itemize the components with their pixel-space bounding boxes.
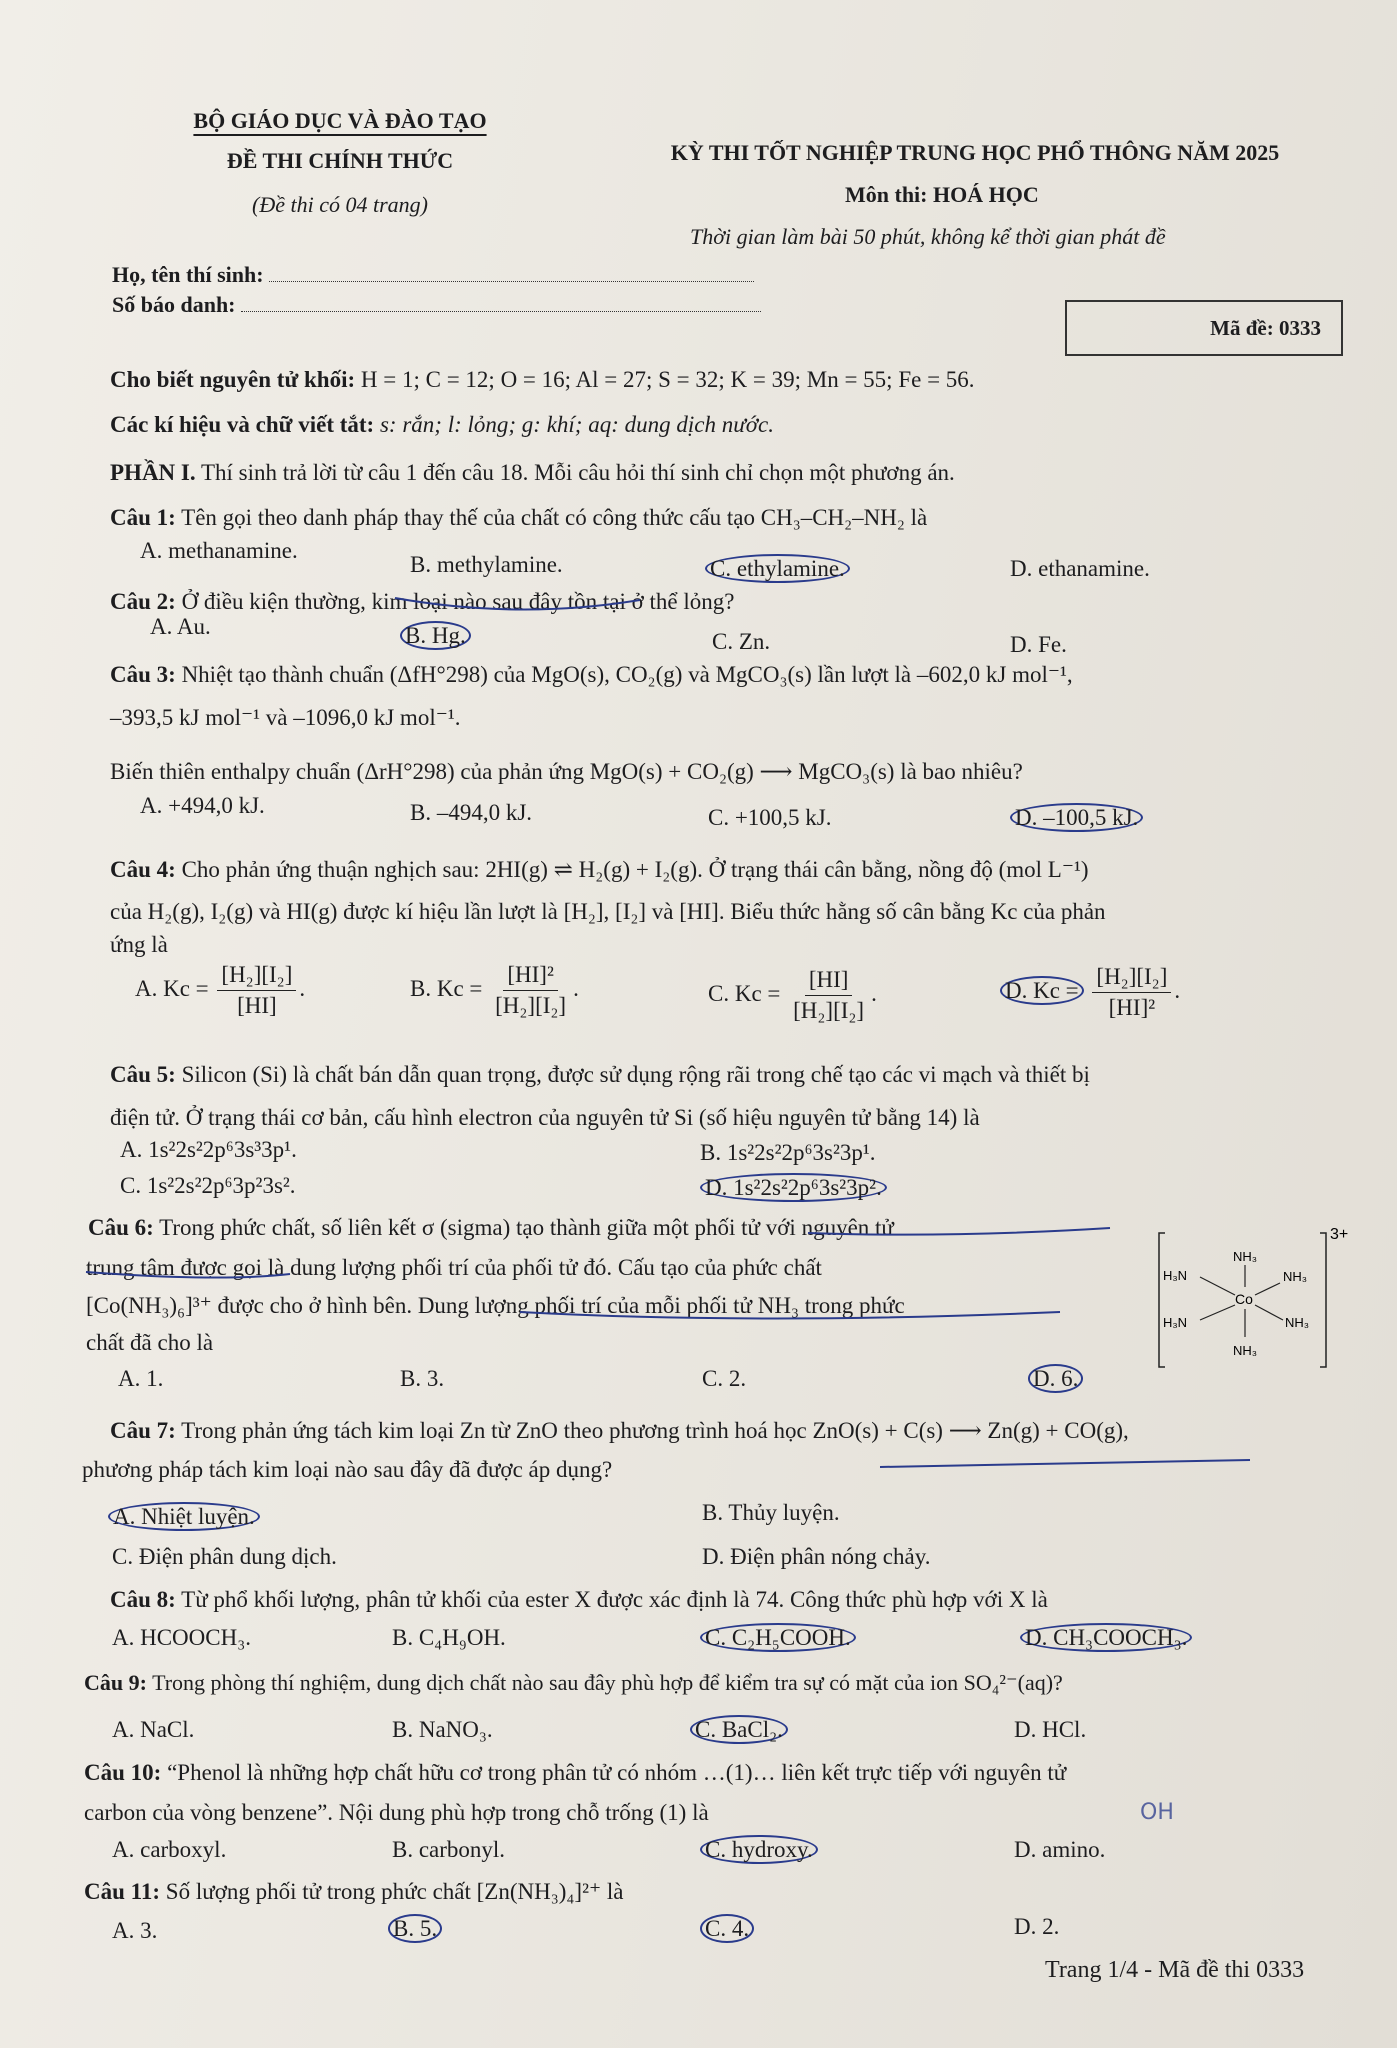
id-field[interactable] xyxy=(241,293,761,312)
q7-label: Câu 7: xyxy=(110,1418,176,1443)
q4-d-denominator: [HI]² xyxy=(1108,995,1156,1020)
q4-option-a[interactable]: A. Kc = $\frac{\text{[H₂][I₂]}}{[HI]}$ . xyxy=(135,960,305,1021)
q6-text-1: Trong phức chất, số liên kết σ (sigma) tạo thành giữa một phối tử với nguyên tử xyxy=(159,1215,894,1240)
page-footer: Trang 1/4 - Mã đề thi 0333 xyxy=(1045,1957,1305,1983)
q9-option-d[interactable]: D. HCl. xyxy=(1014,1717,1087,1742)
exam-code-box: Mã đề: 0333 xyxy=(1065,300,1343,356)
atomic-mass-line xyxy=(110,365,1360,395)
q5-stem-2: điện tử. Ở trạng thái cơ bản, cấu hình electron của nguyên tử Si (số hiệu nguyên tử bằng 14) là xyxy=(110,1105,980,1130)
q3-stem-1 xyxy=(110,660,1360,690)
q3-stem-3: Biến thiên enthalpy chuẩn (ΔrH°298) của phản ứng MgO(s) + CO₂(g) ⟶ MgCO₃(s) là bao nhiêu? xyxy=(110,759,1023,784)
q7-text-1: Trong phản ứng tách kim loại Zn từ ZnO theo phương trình hoá học ZnO(s) + C(s) ⟶ Zn(g) + CO(g), xyxy=(181,1418,1129,1443)
q3-option-b[interactable]: B. –494,0 kJ. xyxy=(410,800,533,825)
official-label: ĐỀ THI CHÍNH THỨC xyxy=(226,148,454,173)
q6-option-d[interactable] xyxy=(1028,1366,1083,1392)
q10-option-a[interactable]: A. carboxyl. xyxy=(112,1837,227,1862)
q2-stem xyxy=(110,587,1360,617)
part-label: PHẦN I. xyxy=(110,460,196,485)
q3-label: Câu 3: xyxy=(110,662,176,687)
q6-option-d-text: D. 6. xyxy=(1028,1364,1083,1393)
q7-option-a[interactable] xyxy=(108,1504,260,1530)
q4-c-fraction xyxy=(789,965,868,1026)
q9-label: Câu 9: xyxy=(84,1670,147,1695)
q9-stem xyxy=(84,1668,1334,1698)
q4-a-prefix: A. Kc = xyxy=(135,975,209,1001)
ministry: BỘ GIÁO DỤC VÀ ĐÀO TẠO xyxy=(193,108,487,133)
q6-stem-4: chất đã cho là xyxy=(86,1330,214,1355)
q4-c-prefix: C. Kc = xyxy=(708,980,781,1006)
q8-option-d[interactable] xyxy=(1020,1625,1192,1651)
right-bracket xyxy=(1320,1233,1326,1367)
q1-option-c-text: C. ethylamine. xyxy=(705,554,850,583)
q11-option-a[interactable]: A. 3. xyxy=(112,1918,158,1943)
q8-label: Câu 8: xyxy=(110,1587,176,1612)
q10-option-c[interactable] xyxy=(700,1837,818,1863)
q4-d-prefix: D. Kc = xyxy=(1000,976,1084,1005)
q4-b-denominator: [H₂][I₂] xyxy=(495,993,567,1018)
q3-option-c[interactable]: C. +100,5 kJ. xyxy=(708,805,832,830)
q8-option-c[interactable] xyxy=(700,1625,856,1651)
q4-b-prefix: B. Kc = xyxy=(410,975,483,1001)
q4-a-fraction xyxy=(217,960,296,1021)
q7-option-c[interactable]: C. Điện phân dung dịch. xyxy=(112,1544,337,1569)
symbols-line xyxy=(110,410,1360,440)
header-left xyxy=(140,108,540,230)
q7-option-a-text: A. Nhiệt luyện. xyxy=(108,1502,260,1531)
q10-label: Câu 10: xyxy=(84,1760,162,1785)
q4-stem-3: ứng là xyxy=(110,932,168,957)
q11-text: Số lượng phối tử trong phức chất [Zn(NH₃)₄]²⁺ là xyxy=(165,1879,624,1904)
atomic-label: Cho biết nguyên tử khối: xyxy=(110,367,356,392)
q6-stem-1 xyxy=(88,1215,894,1241)
q1-label: Câu 1: xyxy=(110,505,176,530)
q10-option-c-text: C. hydroxy. xyxy=(700,1835,818,1864)
q11-option-c-text: C. 4. xyxy=(700,1914,754,1943)
q4-option-d[interactable]: D. Kc = $\frac{\text{[H₂][I₂]}}{\text{[HI]²}}$ . xyxy=(1000,962,1180,1023)
q2-label: Câu 2: xyxy=(110,589,176,614)
q11-option-b-text: B. 5. xyxy=(388,1914,442,1943)
q4-stem-1 xyxy=(110,855,1360,885)
subject: Môn thi: HOÁ HỌC xyxy=(845,182,1039,207)
q4-label: Câu 4: xyxy=(110,857,176,882)
central-atom: Co xyxy=(1235,1291,1253,1307)
q2-option-c[interactable]: C. Zn. xyxy=(712,629,771,654)
q4-b-fraction xyxy=(491,960,570,1021)
q4-stem-2: của H₂(g), I₂(g) và HI(g) được kí hiệu lần lượt là [H₂], [I₂] và [HI]. Biểu thức hằng số cân bằng Kc của phản xyxy=(110,899,1106,924)
q4-option-b[interactable]: B. Kc = $\frac{\text{[HI]²}}{\text{[H₂][I₂]}}$ . xyxy=(410,960,579,1021)
atomic-values: H = 1; C = 12; O = 16; Al = 27; S = 32; K = 39; Mn = 55; Fe = 56. xyxy=(360,367,975,392)
symbols-label: Các kí hiệu và chữ viết tắt: xyxy=(110,412,375,437)
q9-option-a[interactable]: A. NaCl. xyxy=(112,1717,195,1742)
ligand-top: NH₃ xyxy=(1233,1249,1258,1264)
part-line xyxy=(110,458,1360,488)
exam-title: KỲ THI TỐT NGHIỆP TRUNG HỌC PHỔ THÔNG NĂM 2025 xyxy=(670,140,1280,165)
q5-option-b[interactable]: B. 1s²2s²2p⁶3s²3p¹. xyxy=(700,1140,876,1165)
q1-option-a[interactable]: A. methanamine. xyxy=(140,538,298,563)
q11-label: Câu 11: xyxy=(84,1879,161,1904)
q4-b-numerator: [HI]² xyxy=(503,960,557,991)
q8-option-d-text: D. CH₃COOCH₃. xyxy=(1020,1623,1192,1652)
ligand-bottom: NH₃ xyxy=(1233,1343,1258,1358)
q8-option-a[interactable]: A. HCOOCH₃. xyxy=(112,1625,251,1650)
q6-label: Câu 6: xyxy=(88,1215,154,1240)
q8-option-b[interactable]: B. C₄H₉OH. xyxy=(392,1625,506,1650)
complex-structure-svg xyxy=(1155,1225,1349,1375)
q10-stem-2: carbon của vòng benzene”. Nội dung phù hợp trong chỗ trống (1) là xyxy=(84,1800,709,1825)
part-text: Thí sinh trả lời từ câu 1 đến câu 18. Mỗi câu hỏi thí sinh chỉ chọn một phương án. xyxy=(200,460,955,485)
name-field[interactable] xyxy=(269,263,754,282)
q5-text-1: Silicon (Si) là chất bán dẫn quan trọng, được sử dụng rộng rãi trong chế tạo các vi mạch và thiết bị xyxy=(181,1062,1090,1087)
q5-label: Câu 5: xyxy=(110,1062,176,1087)
q1-text: Tên gọi theo danh pháp thay thế của chất có công thức cấu tạo CH₃–CH₂–NH₂ là xyxy=(181,505,928,530)
q7-option-d[interactable]: D. Điện phân nóng chảy. xyxy=(702,1544,931,1569)
q4-a-numerator: [H₂][I₂] xyxy=(217,960,296,991)
q7-stem-2: phương pháp tách kim loại nào sau đây đã được áp dụng? xyxy=(82,1457,613,1482)
ligand-upper-right: NH₃ xyxy=(1283,1269,1308,1284)
bond-lower-right xyxy=(1255,1305,1283,1320)
q2-option-b[interactable] xyxy=(400,623,471,649)
q2-text: Ở điều kiện thường, kim loại nào sau đây tồn tại ở thể lỏng? xyxy=(181,589,735,614)
q3-option-d[interactable] xyxy=(1010,805,1143,831)
q8-option-c-text: C. C₂H₅COOH. xyxy=(700,1623,856,1652)
q9-option-c-text: C. BaCl₂. xyxy=(690,1715,788,1744)
ligand-lower-right: NH₃ xyxy=(1285,1315,1310,1330)
symbols-text: s: rắn; l: lỏng; g: khí; aq: dung dịch nước. xyxy=(379,412,775,437)
q4-option-c[interactable]: C. Kc = $\frac{[HI]}{\text{[H₂][I₂]}}$ . xyxy=(708,965,877,1026)
name-label: Họ, tên thí sinh: xyxy=(112,262,264,287)
q6-option-a[interactable]: A. 1. xyxy=(118,1366,164,1391)
q11-option-b[interactable] xyxy=(388,1916,442,1942)
q3-text-1: Nhiệt tạo thành chuẩn (ΔfH°298) của MgO(s), CO₂(g) và MgCO₃(s) lần lượt là –602,0 kJ mol⁻¹, xyxy=(181,662,1073,687)
q4-c-numerator: [HI] xyxy=(805,965,853,996)
q5-option-d-text: D. 1s²2s²2p⁶3s²3p². xyxy=(700,1173,887,1202)
q1-option-c[interactable] xyxy=(705,556,850,582)
bond-lower-left xyxy=(1200,1305,1235,1320)
q9-option-c[interactable] xyxy=(690,1717,788,1743)
q5-stem-1 xyxy=(110,1060,1360,1090)
q10-stem-1 xyxy=(84,1758,1334,1788)
q10-option-b[interactable]: B. carbonyl. xyxy=(392,1837,506,1862)
complex-charge: 3+ xyxy=(1330,1226,1349,1243)
page-count: (Đề thi có 04 trang) xyxy=(252,192,428,217)
q4-d-numerator: [H₂][I₂] xyxy=(1092,962,1171,993)
q11-option-c[interactable] xyxy=(700,1916,754,1942)
q2-option-a[interactable]: A. Au. xyxy=(150,614,211,639)
q6-option-b[interactable]: B. 3. xyxy=(400,1366,445,1391)
candidate-name xyxy=(112,262,754,288)
q6-stem-3: [Co(NH₃)₆]³⁺ được cho ở hình bên. Dung lượng phối trí của mỗi phối tử NH₃ trong phức xyxy=(86,1293,905,1318)
q4-a-denominator: [HI] xyxy=(237,993,277,1018)
left-bracket xyxy=(1159,1233,1165,1367)
q4-text-1: Cho phản ứng thuận nghịch sau: 2HI(g) ⇌ H₂(g) + I₂(g). Ở trạng thái cân bằng, nồng độ (mol L⁻¹) xyxy=(181,857,1089,882)
q1-option-d[interactable]: D. ethanamine. xyxy=(1010,556,1150,581)
bond-upper-right xyxy=(1255,1283,1280,1295)
bond-upper-left xyxy=(1200,1277,1235,1295)
q7-option-b[interactable]: B. Thủy luyện. xyxy=(702,1500,840,1525)
q6-stem-2: trung tâm được gọi là dung lượng phối trí của phối tử đó. Cấu tạo của phức chất xyxy=(86,1255,822,1280)
cobalt-complex-figure xyxy=(1155,1225,1349,1375)
q5-option-a[interactable]: A. 1s²2s²2p⁶3s³3p¹. xyxy=(120,1137,297,1162)
q10-handwritten-note: OH xyxy=(1140,1800,1174,1825)
time-limit: Thời gian làm bài 50 phút, không kể thời gian phát đề xyxy=(690,224,1166,249)
q5-option-c[interactable]: C. 1s²2s²2p⁶3p²3s². xyxy=(120,1173,296,1198)
q1-stem xyxy=(110,503,1360,533)
q4-d-fraction xyxy=(1092,962,1171,1023)
q10-text-1: “Phenol là những hợp chất hữu cơ trong phân tử có nhóm …(1)… liên kết trực tiếp với nguyên tử xyxy=(167,1760,1067,1785)
candidate-id xyxy=(112,292,761,318)
q3-stem-2: –393,5 kJ mol⁻¹ và –1096,0 kJ mol⁻¹. xyxy=(110,705,461,730)
q4-c-denominator: [H₂][I₂] xyxy=(793,998,865,1023)
q1-option-b[interactable]: B. methylamine. xyxy=(410,552,563,577)
id-label: Số báo danh: xyxy=(112,292,236,317)
q9-text: Trong phòng thí nghiệm, dung dịch chất nào sau đây phù hợp để kiểm tra sự có mặt của ion SO₄²⁻(aq)? xyxy=(152,1670,1063,1695)
q6-option-c[interactable]: C. 2. xyxy=(702,1366,747,1391)
ligand-upper-left: H₃N xyxy=(1163,1268,1188,1283)
q7-stem-1 xyxy=(110,1416,1360,1446)
q3-option-d-text: D. –100,5 kJ. xyxy=(1010,803,1143,832)
q8-text: Từ phổ khối lượng, phân tử khối của ester X được xác định là 74. Công thức phù hợp với X là xyxy=(181,1587,1048,1612)
ligand-lower-left: H₃N xyxy=(1163,1315,1188,1330)
q3-option-a[interactable]: A. +494,0 kJ. xyxy=(140,793,265,818)
q2-option-b-text: B. Hg. xyxy=(400,621,471,650)
q11-option-d[interactable]: D. 2. xyxy=(1014,1914,1060,1939)
q8-stem xyxy=(110,1585,1360,1615)
q2-option-d[interactable]: D. Fe. xyxy=(1010,632,1067,657)
q10-option-d[interactable]: D. amino. xyxy=(1014,1837,1106,1862)
q9-option-b[interactable]: B. NaNO₃. xyxy=(392,1717,493,1742)
q11-stem xyxy=(84,1877,1334,1907)
q5-option-d[interactable] xyxy=(700,1175,887,1201)
